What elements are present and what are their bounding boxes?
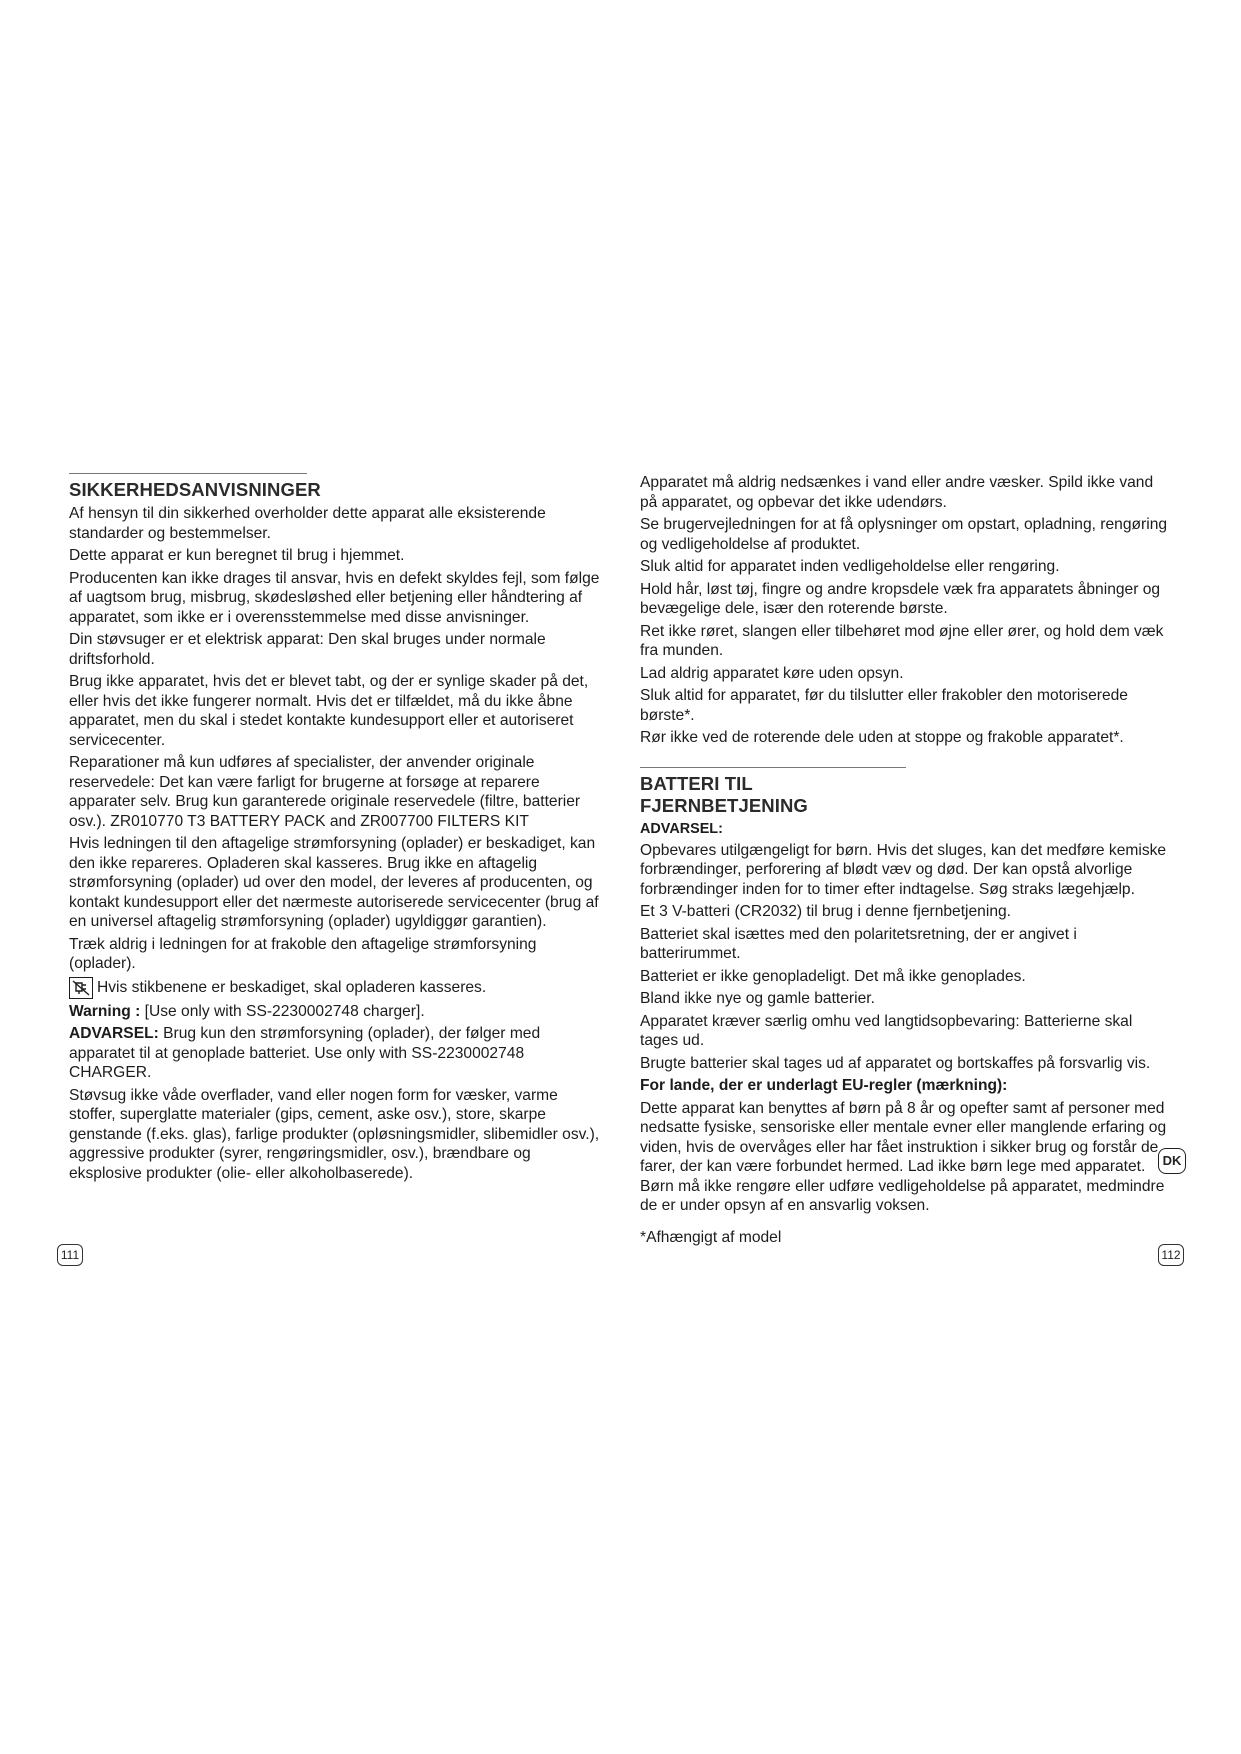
left-column — [69, 473, 605, 1186]
right-column — [640, 473, 1170, 1250]
right-paragraph: Ret ikke røret, slangen eller tilbehøret mod øjne eller ører, og hold dem væk fra munden. — [640, 622, 1164, 659]
battery-paragraph: Et 3 V-batteri (CR2032) til brug i denne fjernbetjening. — [640, 903, 1011, 920]
left-paragraph: Hvis ledningen til den aftagelige strømforsyning (oplader) er beskadiget, kan den ikke repareres. Opladeren skal kasseres. Brug ikke en aftagelig strømforsyning (oplader) ud over den model, der leveres af producenten, og kontakt kundesupport eller det nærmeste autoriserede servicecenter (brug af en universel aftagelig strømforsyning (oplader) ugyldiggør garantien). — [69, 835, 599, 930]
language-badge: DK — [1158, 1148, 1186, 1174]
battery-heading: BATTERI TIL FJERNBETJENING — [640, 772, 808, 816]
left-paragraph: Støvsug ikke våde overflader, vand eller nogen form for væsker, varme stoffer, superglatte materialer (gips, cement, aske osv.), store, skarpe genstande (f.eks. glas), farlige produkter (opløsningsmidler, slibemidler osv.), aggressive produkter (syrer, rengøringsmidler, osv.), brændbare og eksplosive produkter (olie- eller alkoholbaserede). — [69, 1086, 600, 1182]
battery-paragraph: Brugte batterier skal tages ud af apparatet og bortskaffes på forsvarlig vis. — [640, 1054, 1151, 1072]
damaged-plug-text: Hvis stikbenene er beskadiget, skal opladeren kasseres. — [97, 978, 487, 996]
right-paragraph: Apparatet må aldrig nedsænkes i vand eller andre væsker. Spild ikke vand på apparatet, og opbevar det ikke udendørs. — [640, 474, 1154, 511]
advarsel-text: Brug kun den strømforsyning (oplader), der følger med apparatet til at genoplade batteriet. Use only with SS-2230002748 CHARGER. — [69, 1025, 541, 1081]
right-paragraph: Rør ikke ved de roterende dele uden at stoppe og frakoble apparatet*. — [640, 729, 1124, 746]
battery-paragraph: Apparatet kræver særlig omhu ved langtidsopbevaring: Batterierne skal tages ud. — [640, 1012, 1133, 1049]
eu-paragraph: Dette apparat kan benyttes af børn på 8 år og opefter samt af personer med nedsatte fysiske, sensoriske eller mentale evner eller manglende erfaring og viden, hvis de overvåges eller har fået instruktion i sikker brug og forstår de farer, der kan være forbundet hermed. Lad ikke børn lege med apparatet. Børn må ikke rengøre eller udføre vedligeholdelse på apparatet, medmindre de er under opsyn af en ansvarlig voksen. — [640, 1099, 1167, 1214]
battery-heading-wrap — [640, 767, 906, 817]
advarsel-line — [69, 1024, 605, 1083]
damaged-plug-icon — [69, 977, 93, 999]
right-paragraph: Lad aldrig apparatet køre uden opsyn. — [640, 664, 904, 682]
page-number-left: 111 — [57, 1244, 83, 1266]
eu-heading: For lande, der er underlagt EU-regler (mærkning): — [640, 1077, 1008, 1094]
warning-label: Warning : — [69, 1002, 141, 1020]
left-paragraph: Dette apparat er kun beregnet til brug i hjemmet. — [69, 547, 405, 564]
right-paragraph: Se brugervejledningen for at få oplysninger om opstart, opladning, rengøring og vedligeholdelse af produktet. — [640, 516, 1168, 553]
battery-paragraph: Batteriet er ikke genopladeligt. Det må ikke genoplades. — [640, 967, 1026, 985]
safety-heading: SIKKERHEDSANVISNINGER — [69, 479, 321, 500]
safety-heading-wrap — [69, 473, 321, 501]
left-paragraph: Din støvsuger er et elektrisk apparat: Den skal bruges under normale driftsforhold. — [69, 631, 546, 668]
right-paragraph: Sluk altid for apparatet, før du tilslutter eller frakobler den motoriserede børste*. — [640, 687, 1128, 724]
left-paragraph: Producenten kan ikke drages til ansvar, hvis en defekt skyldes fejl, som følge af uagtsom brug, misbrug, skødesløshed eller betjening eller håndtering af apparatet, som ikke er i overensstemmelse med disse anvisninger. — [69, 569, 600, 626]
left-paragraph: Brug ikke apparatet, hvis det er blevet tabt, og der er synlige skader på det, eller hvis det ikke fungerer normalt. Hvis det er tilfældet, må du ikke åbne apparatet, men du skal i stedet kontakte kundesupport eller et autoriseret servicecenter. — [69, 673, 589, 749]
advarsel-label: ADVARSEL: — [69, 1025, 159, 1042]
page-number-right: 112 — [1158, 1244, 1184, 1266]
warning-text: [Use only with SS-2230002748 charger]. — [140, 1002, 425, 1020]
battery-paragraph: Batteriet skal isættes med den polaritetsretning, der er angivet i batterirummet. — [640, 925, 1077, 962]
damaged-plug-line — [69, 977, 605, 999]
battery-paragraph: Opbevares utilgængeligt for børn. Hvis det sluges, kan det medføre kemiske forbrændinger, perforering af blødt væv og død. Der kan opstå alvorlige forbrændinger inden for to timer efter indtagelse. Søg straks lægehjælp. — [640, 841, 1167, 898]
left-paragraph: Reparationer må kun udføres af specialister, der anvender originale reservedele: Det kan være farligt for brugerne at forsøge at reparere apparater selv. Brug kun garanterede originale reservedele (filtre, batterier osv.). ZR010770 T3 BATTERY PACK and ZR007700 FILTERS KIT — [69, 754, 581, 830]
battery-warning-subheading: ADVARSEL: — [640, 820, 723, 837]
battery-paragraph: Bland ikke nye og gamle batterier. — [640, 990, 875, 1007]
right-paragraph: Sluk altid for apparatet inden vedligeholdelse eller rengøring. — [640, 558, 1060, 575]
left-paragraph: Træk aldrig i ledningen for at frakoble den aftagelige strømforsyning (oplader). — [69, 935, 537, 972]
warning-line — [69, 1002, 605, 1022]
footnote: *Afhængigt af model — [640, 1228, 782, 1246]
right-paragraph: Hold hår, løst tøj, fingre og andre kropsdele væk fra apparatets åbninger og bevægelige dele, især den roterende børste. — [640, 580, 1161, 617]
left-paragraph: Af hensyn til din sikkerhed overholder dette apparat alle eksisterende standarder og bestemmelser. — [69, 505, 546, 542]
